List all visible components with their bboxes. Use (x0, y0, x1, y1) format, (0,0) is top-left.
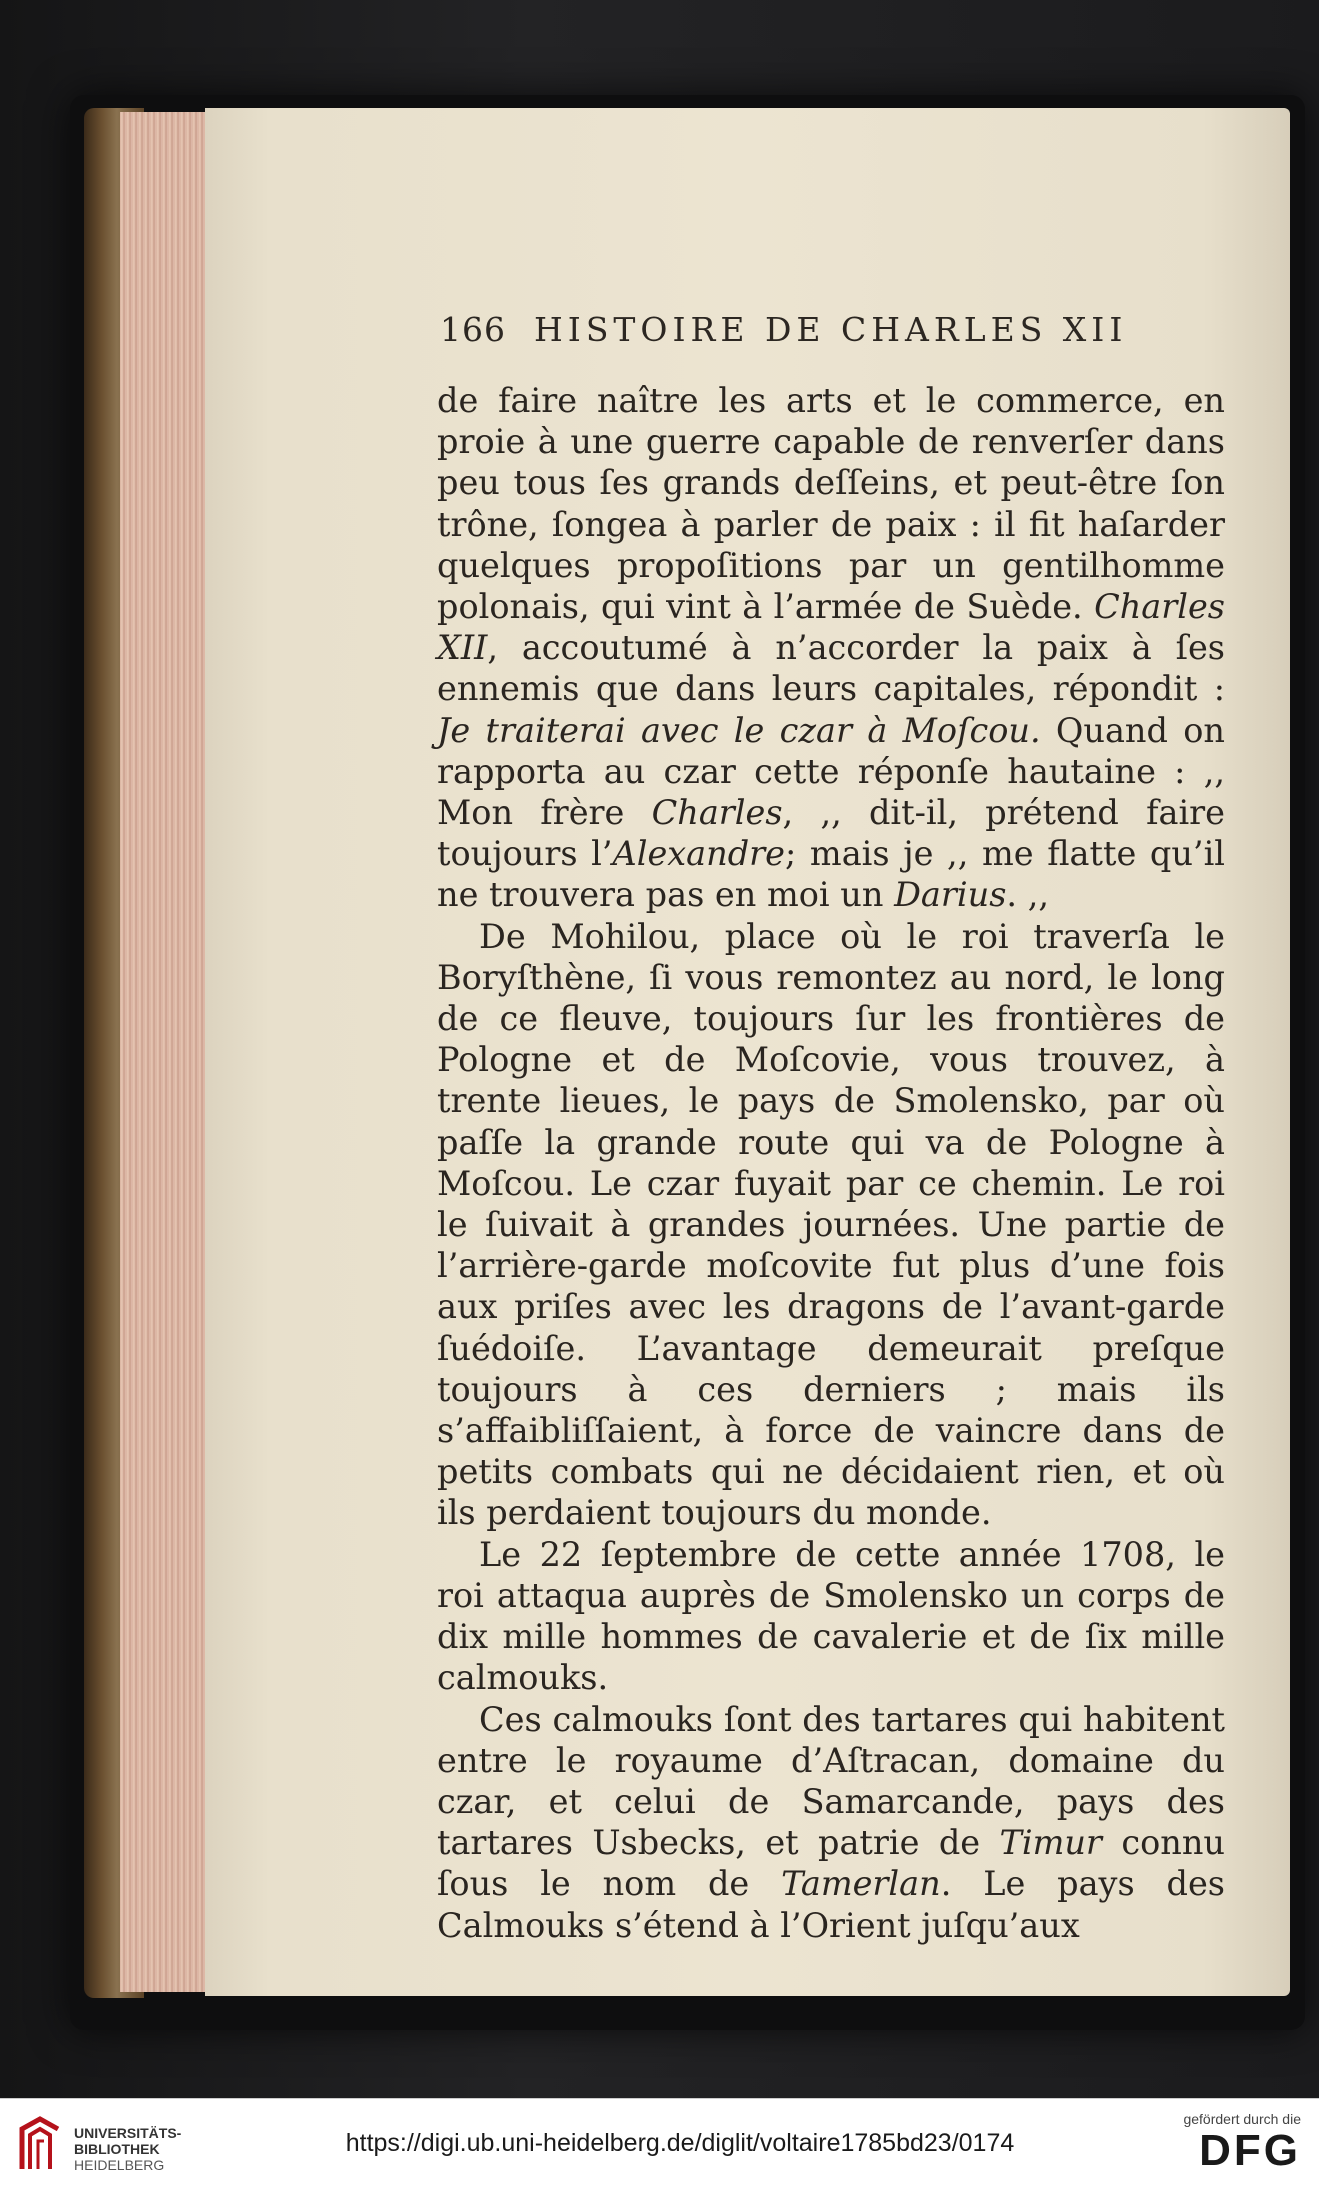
text-run-4: . Le pays des Calmouks s’étend à l’Orient juſqu’aux (437, 1864, 1226, 1945)
text-run-10: . ,, (1006, 875, 1049, 915)
running-title: HISTOIRE DE CHARLES XII (534, 310, 1128, 349)
italic-run-7: Alexandre (612, 834, 786, 874)
text-run-0: Ces calmouks ſont des tartares qui habitent entre le royaume d’Aſtracan, domaine du czar, et celui de Samarcande, pays des tartares Usbecks, et patrie de (437, 1699, 1225, 1863)
paragraph-4 (437, 1699, 1225, 1946)
viewer-footer (0, 2098, 1319, 2196)
permalink-url[interactable]: https://digi.ub.uni-heidelberg.de/diglit/voltaire1785bd23/0174 (345, 2129, 1015, 2157)
body-text (437, 380, 1225, 1946)
dfg-logo: DFG (1199, 2126, 1301, 2175)
paragraph-1 (437, 380, 1225, 916)
university-library-logo-icon (14, 2115, 66, 2177)
text-run-8: ; mais je ,, me flatte qu’il ne trouvera pas en moi un (437, 834, 1225, 915)
italic-run-3: Je traiterai avec le czar à Moſcou. (437, 710, 1041, 750)
institution-line-3: HEIDELBERG (74, 2157, 165, 2173)
institution-line-2: BIBLIOTHEK (74, 2141, 160, 2157)
italic-run-1: Timur (999, 1823, 1102, 1863)
text-run-4: Quand on rapporta au czar cette réponſe hautaine : ,, Mon frère (437, 710, 1225, 833)
text-run-6: , ,, dit-il, prétend faire toujours l’ (437, 793, 1225, 874)
funder-block (1183, 2111, 1301, 2175)
italic-run-5: Charles (651, 793, 783, 833)
italic-run-9: Darius (894, 875, 1007, 915)
paragraph-3: Le 22 ſeptembre de cette année 1708, le roi attaqua auprès de Smolensko un corps de dix mille hommes de cavalerie et de ſix mille calmouks. (437, 1534, 1225, 1698)
funded-by-label: gefördert durch die (1183, 2111, 1301, 2127)
page-number: 166 (440, 310, 506, 349)
paragraph-2: De Mohilou, place où le roi traverſa le Boryſthène, ſi vous remontez au nord, le long de ce fleuve, toujours ſur les frontières de Pologne et de Moſcovie, vous trouvez, à trente lieues, le pays de Smolensko, par où paſſe la grande route qui va de Pologne à Moſcou. Le czar fuyait par ce chemin. Le roi le ſuivait à grandes journées. Une partie de l’arrière-garde moſcovite fut plus d’une fois aux priſes avec les dragons de l’avant-garde ſuédoiſe. L’avantage demeurait preſque toujours à ces derniers ; mais ils s’affaibliſſaient, à force de vaincre dans de petits combats qui ne décidaient rien, et où ils perdaient toujours du monde. (437, 916, 1225, 1533)
text-run-0: de faire naître les arts et le commerce, en proie à une guerre capable de renverſer dans peu tous ſes grands deſſeins, et peut-être ſon trône, ſongea à parler de paix : il fit haſarder quelques propoſitions par un gentilhomme polonais, qui vint à l’armée de Suède. (437, 381, 1225, 627)
text-run-2: connu ſous le nom de (437, 1823, 1225, 1904)
italic-run-1: Charles XII (437, 587, 1225, 668)
institution-line-1: UNIVERSITÄTS- (74, 2125, 182, 2141)
institution-name (74, 2125, 181, 2173)
page-edges (120, 112, 210, 1992)
italic-run-3: Tamerlan (781, 1864, 941, 1904)
text-run-2: , accoutumé à n’accorder la paix à ſes ennemis que dans leurs capitales, répondit : (437, 628, 1225, 709)
running-head (440, 310, 1140, 349)
